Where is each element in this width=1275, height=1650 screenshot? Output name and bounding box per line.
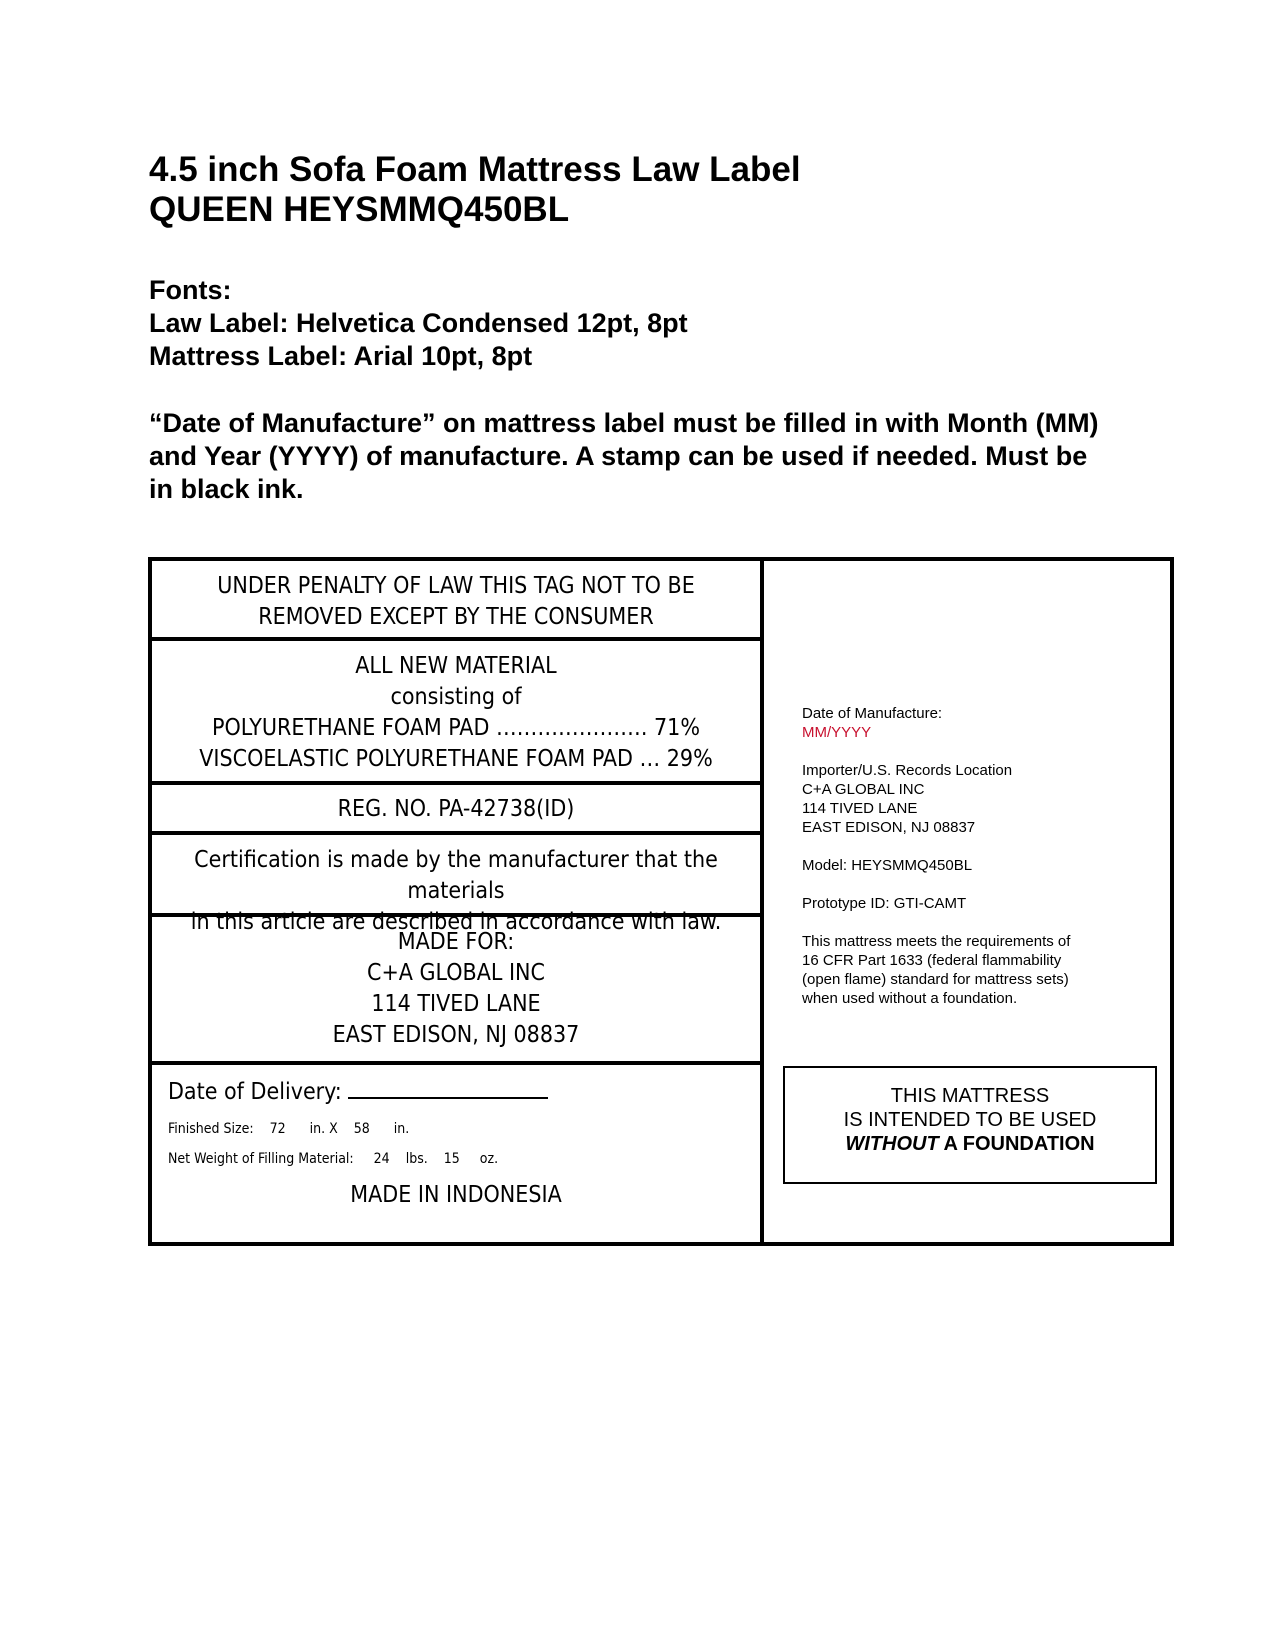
manufacture-date-note: “Date of Manufacture” on mattress label must be filled in with Month (MM) and Year (YYYY) of manufacture. A stamp can be used if needed. Must be in black ink. [149,408,1099,504]
net-weight-lbs: 24 [373,1151,390,1167]
delivery-cell [152,1065,760,1246]
date-of-delivery-row [168,1075,760,1108]
date-of-delivery-blank [348,1075,548,1099]
compliance-line-1: This mattress meets the requirements of [802,933,1071,950]
importer-heading: Importer/U.S. Records Location [802,762,1013,779]
law-label-box [148,557,1174,1246]
finished-size-width: 72 [269,1121,286,1137]
law-label-left-column [152,561,764,1242]
date-of-delivery-label: Date of Delivery: [168,1079,342,1105]
mattress-label-text [802,704,1132,1008]
importer-city: EAST EDISON, NJ 08837 [802,819,976,836]
foundation-line-3 [785,1132,1155,1156]
made-for-cell [152,917,760,1065]
finished-size-unit-1: in. X [309,1121,338,1137]
compliance-line-3: (open flame) standard for mattress sets) [802,971,1069,988]
foundation-line-2: IS INTENDED TO BE USED [843,1109,1097,1131]
fonts-section [149,274,1149,373]
made-for-street: 114 TIVED LANE [371,991,541,1017]
finished-size-unit-2: in. [393,1121,410,1137]
net-weight-row [168,1150,760,1168]
fonts-law-label: Law Label: Helvetica Condensed 12pt, 8pt [149,308,688,338]
finished-size-row [168,1120,760,1138]
date-of-manufacture-placeholder: MM/YYYY [802,724,872,741]
reg-number: REG. NO. PA-42738(ID) [337,796,575,822]
net-weight-label: Net Weight of Filling Material: [168,1151,354,1167]
foundation-line-3-rest: A FOUNDATION [938,1133,1095,1155]
foundation-without-word: WITHOUT [845,1133,939,1155]
mattress-label-column [764,561,1170,1242]
penalty-cell [152,561,760,641]
certification-line-2: in this article are described in accordance with law. [190,909,722,935]
model-number: Model: HEYSMMQ450BL [802,857,973,874]
without-foundation-box [783,1066,1157,1184]
material-row-2: VISCOELASTIC POLYURETHANE FOAM PAD … 29% [199,746,713,772]
finished-size-height: 58 [353,1121,370,1137]
finished-size-label: Finished Size: [168,1121,254,1137]
certification-line-1: Certification is made by the manufacturer that the materials [194,847,718,904]
materials-cell [152,641,760,785]
certification-cell [152,835,760,935]
net-weight-oz-unit: oz. [479,1151,499,1167]
penalty-line-1: UNDER PENALTY OF LAW THIS TAG NOT TO BE [217,573,695,599]
net-weight-lbs-unit: lbs. [405,1151,428,1167]
made-for-company: C+A GLOBAL INC [366,960,545,986]
made-for-heading: MADE FOR: [397,929,515,955]
reg-no-cell [152,785,760,835]
material-row-1: POLYURETHANE FOAM PAD …………………. 71% [212,715,700,741]
title-line-1: 4.5 inch Sofa Foam Mattress Law Label [149,150,801,189]
fonts-heading: Fonts: [149,275,232,305]
compliance-line-2: 16 CFR Part 1633 (federal flammability [802,952,1062,969]
compliance-line-4: when used without a foundation. [802,990,1018,1007]
consisting-of: consisting of [390,684,522,710]
foundation-line-1: THIS MATTRESS [890,1085,1050,1107]
material-heading: ALL NEW MATERIAL [355,653,557,679]
penalty-line-2: REMOVED EXCEPT BY THE CONSUMER [258,604,654,630]
importer-street: 114 TIVED LANE [802,800,918,817]
made-in-country: MADE IN INDONESIA [350,1182,562,1208]
date-of-manufacture-label: Date of Manufacture: [802,705,943,722]
document-header [149,150,1149,506]
importer-company: C+A GLOBAL INC [802,781,925,798]
prototype-id: Prototype ID: GTI-CAMT [802,895,967,912]
fonts-mattress-label: Mattress Label: Arial 10pt, 8pt [149,341,533,371]
net-weight-oz: 15 [443,1151,460,1167]
made-for-city: EAST EDISON, NJ 08837 [332,1022,580,1048]
title-line-2: QUEEN HEYSMMQ450BL [149,190,570,229]
